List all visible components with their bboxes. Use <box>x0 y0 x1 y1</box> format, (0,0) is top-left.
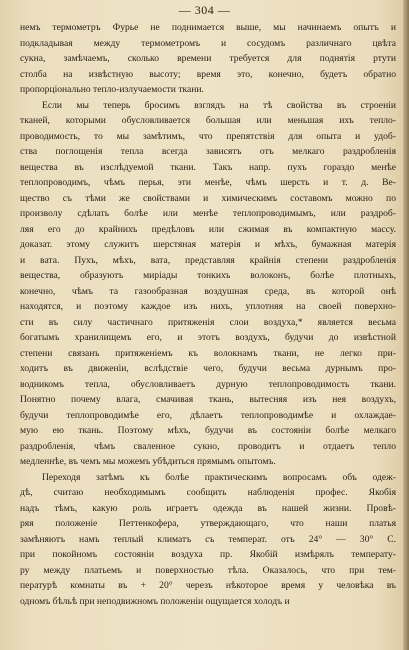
text-line: Понятно почему влага, смачивая ткань, вытесняя изъ нея воздухъ, <box>20 394 396 405</box>
text-line: дѣ, считаю необходимымъ сообщить наблюденія профес. Якобія <box>20 487 396 498</box>
text-line: водникомъ тепла, обусловливаетъ дурную теплопроводимость ткани. <box>20 378 396 390</box>
text-line: богатымъ хранилищемъ его, и этотъ воздухъ, будучи до извѣстной <box>20 332 396 343</box>
text-line: немъ термометръ Фурье не поднимается выше, мы начинаемъ опытъ и <box>20 22 396 33</box>
text-line: ства поглощенія тепла всегда зависятъ отъ мелкаго раздробленія <box>20 146 396 157</box>
text-line: пературѣ комнаты въ + 20° черезъ нѣкоторое время у человѣка въ <box>20 580 396 591</box>
paragraph <box>20 98 396 470</box>
text-line: вещества въ изслѣдуемой ткани. Такъ напр. пухъ гораздо менѣе <box>20 161 396 173</box>
text-line: ляя его до крайнихъ предѣловъ или сжимая въ компактную массу. <box>20 223 396 235</box>
text-line: надъ тѣмъ, какую роль играетъ одежда въ нашей жизни. Провѣ- <box>20 502 396 514</box>
body-text <box>20 20 396 609</box>
text-line: тканей, которыми обусловливается большая или меньшая ихъ тепло- <box>20 115 396 126</box>
text-line: будучи теплопроводимѣе его, дѣлаетъ теплопроводимѣе и охлаждае- <box>20 409 396 421</box>
text-line: столба на извѣстную высоту; время это, конечно, будетъ обратно <box>20 68 396 80</box>
text-line: ходитъ въ движеніи, вслѣдствіе чего, будучи весьма дурнымъ про- <box>20 363 396 374</box>
text-line: проводимость, то мы замѣтимъ, что препятствія для опыта и удоб- <box>20 130 396 142</box>
text-line: щество съ тѣми же свойствами и химическимъ составомъ можно по <box>20 192 396 204</box>
text-line: подкладывая между термометромъ и сосудомъ различнаго цвѣта <box>20 37 396 49</box>
text-line: сти въ силу частичнаго притяженія слои воздуха,* является весьма <box>20 316 396 328</box>
text-line: раздробленія, чѣмъ сваленное сукно, проводитъ и отдаетъ тепло <box>20 440 396 452</box>
text-line: пропорціонально тепло-излучаемости ткани. <box>20 84 204 95</box>
text-line: мую ею ткань. Поэтому мѣхъ, будучи въ состояніи болѣе мелкаго <box>20 425 396 436</box>
text-line: вещества, образуютъ миріады тонкихъ волоконъ, болѣе плотныхъ, <box>20 270 396 281</box>
text-line: ру между платьемъ и поверхностью тѣла. Оказалось, что при тем- <box>20 564 396 576</box>
paragraph <box>20 470 396 610</box>
page-number: — 304 — <box>178 3 231 17</box>
text-line: теплопроводимъ, чѣмъ перья, эти менѣе, чѣмъ шерсть и т. д. Ве- <box>20 177 396 188</box>
text-line: доказат. этому служитъ шерстяная матерія и мѣхъ, бумажная матерія <box>20 239 396 250</box>
page-spine-shadow <box>403 0 409 650</box>
text-line: сукна, замѣчаемъ, сколько времени требуется для поднятія ртути <box>20 53 396 64</box>
text-line: Переходя затѣмъ къ болѣе практическимъ вопросамъ объ одеж- <box>42 471 396 483</box>
text-line: Если мы теперь бросимъ взглядъ на тѣ свойства въ строеніи <box>42 99 396 111</box>
text-line: и вата. Пухъ, мѣхъ, вата, представляя крайнія степени раздробленія <box>20 254 396 266</box>
text-line: конечно, чѣмъ та газообразная воздушная среда, въ которой онѣ <box>20 285 396 297</box>
text-line: одномъ бѣльѣ при неподвижномъ положеніи ощущается холодъ и <box>20 595 290 607</box>
text-line: замѣняютъ намъ теплый климатъ съ температ. отъ 24° — 30° С. <box>20 533 396 545</box>
text-line: произволу сдѣлать болѣе или менѣе теплопроводимымъ, или раздроб- <box>20 208 396 219</box>
text-line: медленнѣе, въ чемъ мы можемъ убѣдиться прямымъ опытомъ. <box>20 456 276 467</box>
text-line: находятся, и поэтому каждое изъ нихъ, уплотняя на своей поверхно- <box>20 301 396 312</box>
text-line: степени связанъ притяженіемъ къ волокнамъ ткани, не легко при- <box>20 347 396 359</box>
text-line: ряя положеніе Петтенкофера, утверждающаго, что наши платья <box>20 518 396 529</box>
paragraph <box>20 20 396 98</box>
text-line: при покойномъ состояніи воздуха пр. Якобій измѣрялъ температу- <box>20 549 396 560</box>
